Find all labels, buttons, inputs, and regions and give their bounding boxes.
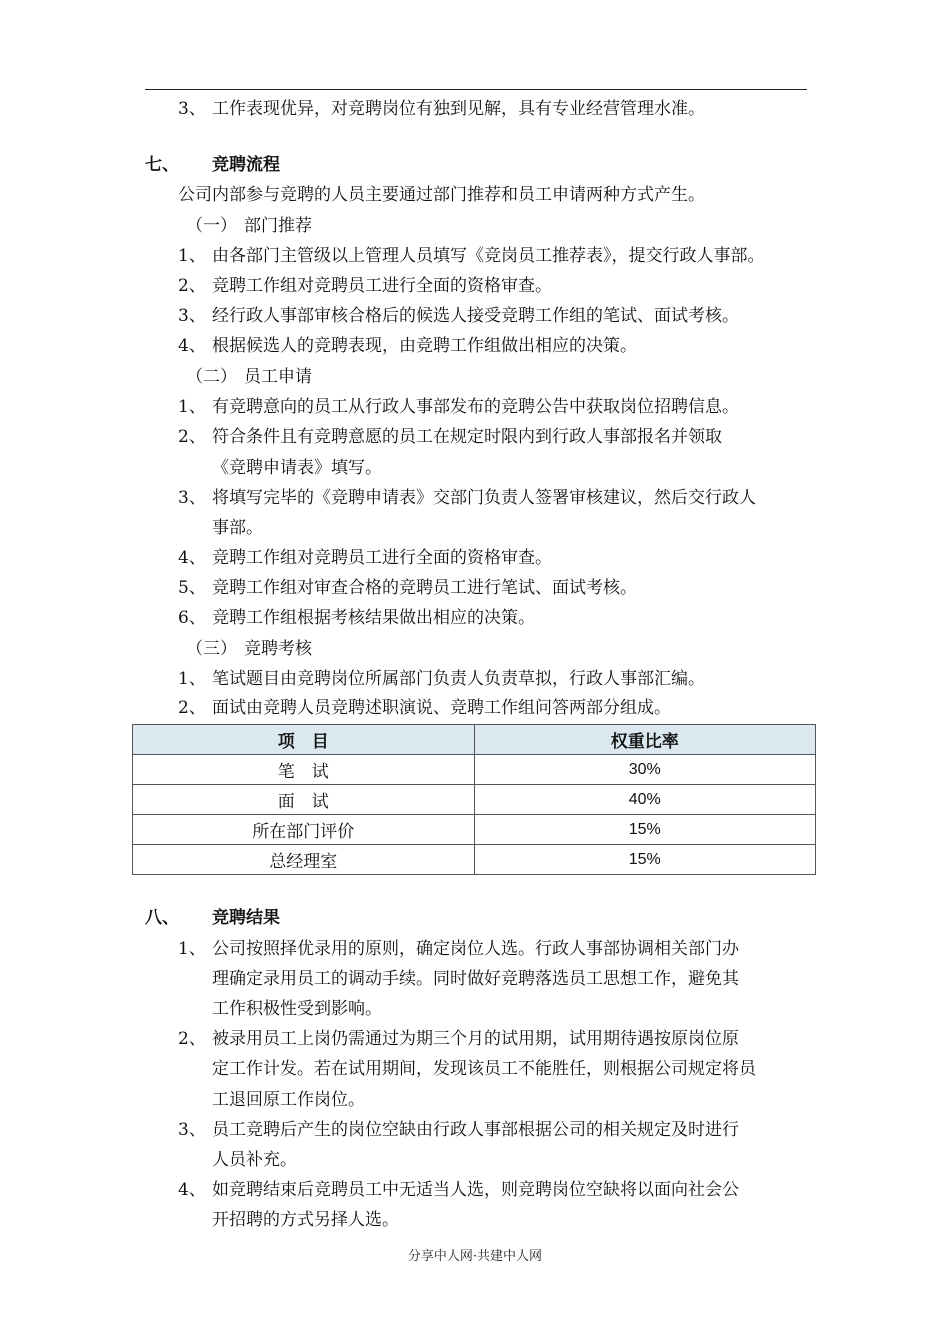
subsection-label: （三） [186,639,237,659]
table-cell: 15% [474,815,816,845]
list-item-continuation: 开招聘的方式另择人选。 [212,1210,399,1230]
list-number: 3、 [178,1120,206,1140]
list-item: 竞聘工作组对竞聘员工进行全面的资格审查。 [212,548,552,568]
list-number: 4、 [178,548,206,568]
list-item: 面试由竞聘人员竞聘述职演说、竞聘工作组问答两部分组成。 [212,698,671,718]
list-number: 1、 [178,246,206,266]
list-number: 6、 [178,608,206,628]
list-number: 3、 [178,488,206,508]
list-item: 如竞聘结束后竞聘员工中无适当人选，则竞聘岗位空缺将以面向社会公 [212,1180,739,1200]
list-item-continuation: 定工作计发。若在试用期间，发现该员工不能胜任，则根据公司规定将员 [212,1059,756,1079]
list-item-continuation: 理确定录用员工的调动手续。同时做好竞聘落选员工思想工作，避免其 [212,969,739,989]
list-item: 符合条件且有竞聘意愿的员工在规定时限内到行政人事部报名并领取 [212,427,722,447]
table-cell: 面 试 [133,785,475,815]
list-number: 4、 [178,336,206,356]
table-cell: 40% [474,785,816,815]
page-footer: 分享中人网·共建中人网 [407,1249,543,1264]
table-row [133,815,816,845]
list-item: 工作表现优异，对竞聘岗位有独到见解，具有专业经营管理水准。 [212,99,705,119]
list-item-continuation: 工作积极性受到影响。 [212,999,382,1019]
list-item: 被录用员工上岗仍需通过为期三个月的试用期，试用期待遇按原岗位原 [212,1029,739,1049]
header-rule [145,89,807,90]
section-title: 竞聘流程 [212,155,280,175]
table-header-row [133,725,816,755]
list-number: 2、 [178,427,206,447]
table-cell: 30% [474,755,816,785]
table-row [133,845,816,875]
list-number: 2、 [178,1029,206,1049]
weight-table [132,724,816,875]
list-item: 有竞聘意向的员工从行政人事部发布的竞聘公告中获取岗位招聘信息。 [212,397,739,417]
table-cell: 15% [474,845,816,875]
list-number: 1、 [178,669,206,689]
table-header: 项 目 [133,725,475,755]
list-number: 4、 [178,1180,206,1200]
list-number: 2、 [178,276,206,296]
list-number: 5、 [178,578,206,598]
table-header: 权重比率 [474,725,816,755]
section-title: 竞聘结果 [212,908,280,928]
list-number: 3、 [178,306,206,326]
list-number: 1、 [178,397,206,417]
subsection-title: 竞聘考核 [244,639,312,659]
list-number: 2、 [178,698,206,718]
list-item: 根据候选人的竞聘表现，由竞聘工作组做出相应的决策。 [212,336,637,356]
list-item-continuation: 事部。 [212,518,263,538]
list-number: 1、 [178,939,206,959]
list-item-continuation: 工退回原工作岗位。 [212,1090,365,1110]
list-number: 3、 [178,99,206,119]
table-cell: 总经理室 [133,845,475,875]
list-item: 竞聘工作组对竞聘员工进行全面的资格审查。 [212,276,552,296]
list-item: 公司按照择优录用的原则，确定岗位人选。行政人事部协调相关部门办 [212,939,739,959]
table-cell: 笔 试 [133,755,475,785]
list-item: 员工竞聘后产生的岗位空缺由行政人事部根据公司的相关规定及时进行 [212,1120,739,1140]
paragraph: 公司内部参与竞聘的人员主要通过部门推荐和员工申请两种方式产生。 [178,185,705,205]
section-number: 七、 [145,155,179,175]
list-item-continuation: 人员补充。 [212,1150,297,1170]
section-number: 八、 [145,908,179,928]
table-row [133,785,816,815]
table-cell: 所在部门评价 [133,815,475,845]
table-row [133,755,816,785]
list-item: 经行政人事部审核合格后的候选人接受竞聘工作组的笔试、面试考核。 [212,306,739,326]
list-item: 由各部门主管级以上管理人员填写《竞岗员工推荐表》，提交行政人事部。 [212,246,765,266]
list-item: 笔试题目由竞聘岗位所属部门负责人负责草拟，行政人事部汇编。 [212,669,705,689]
subsection-label: （二） [186,367,237,387]
subsection-title: 部门推荐 [244,216,312,236]
subsection-title: 员工申请 [244,367,312,387]
list-item: 将填写完毕的《竞聘申请表》交部门负责人签署审核建议，然后交行政人 [212,488,756,508]
list-item: 竞聘工作组对审查合格的竞聘员工进行笔试、面试考核。 [212,578,637,598]
list-item: 竞聘工作组根据考核结果做出相应的决策。 [212,608,535,628]
subsection-label: （一） [186,216,237,236]
list-item-continuation: 《竞聘申请表》填写。 [212,458,382,478]
